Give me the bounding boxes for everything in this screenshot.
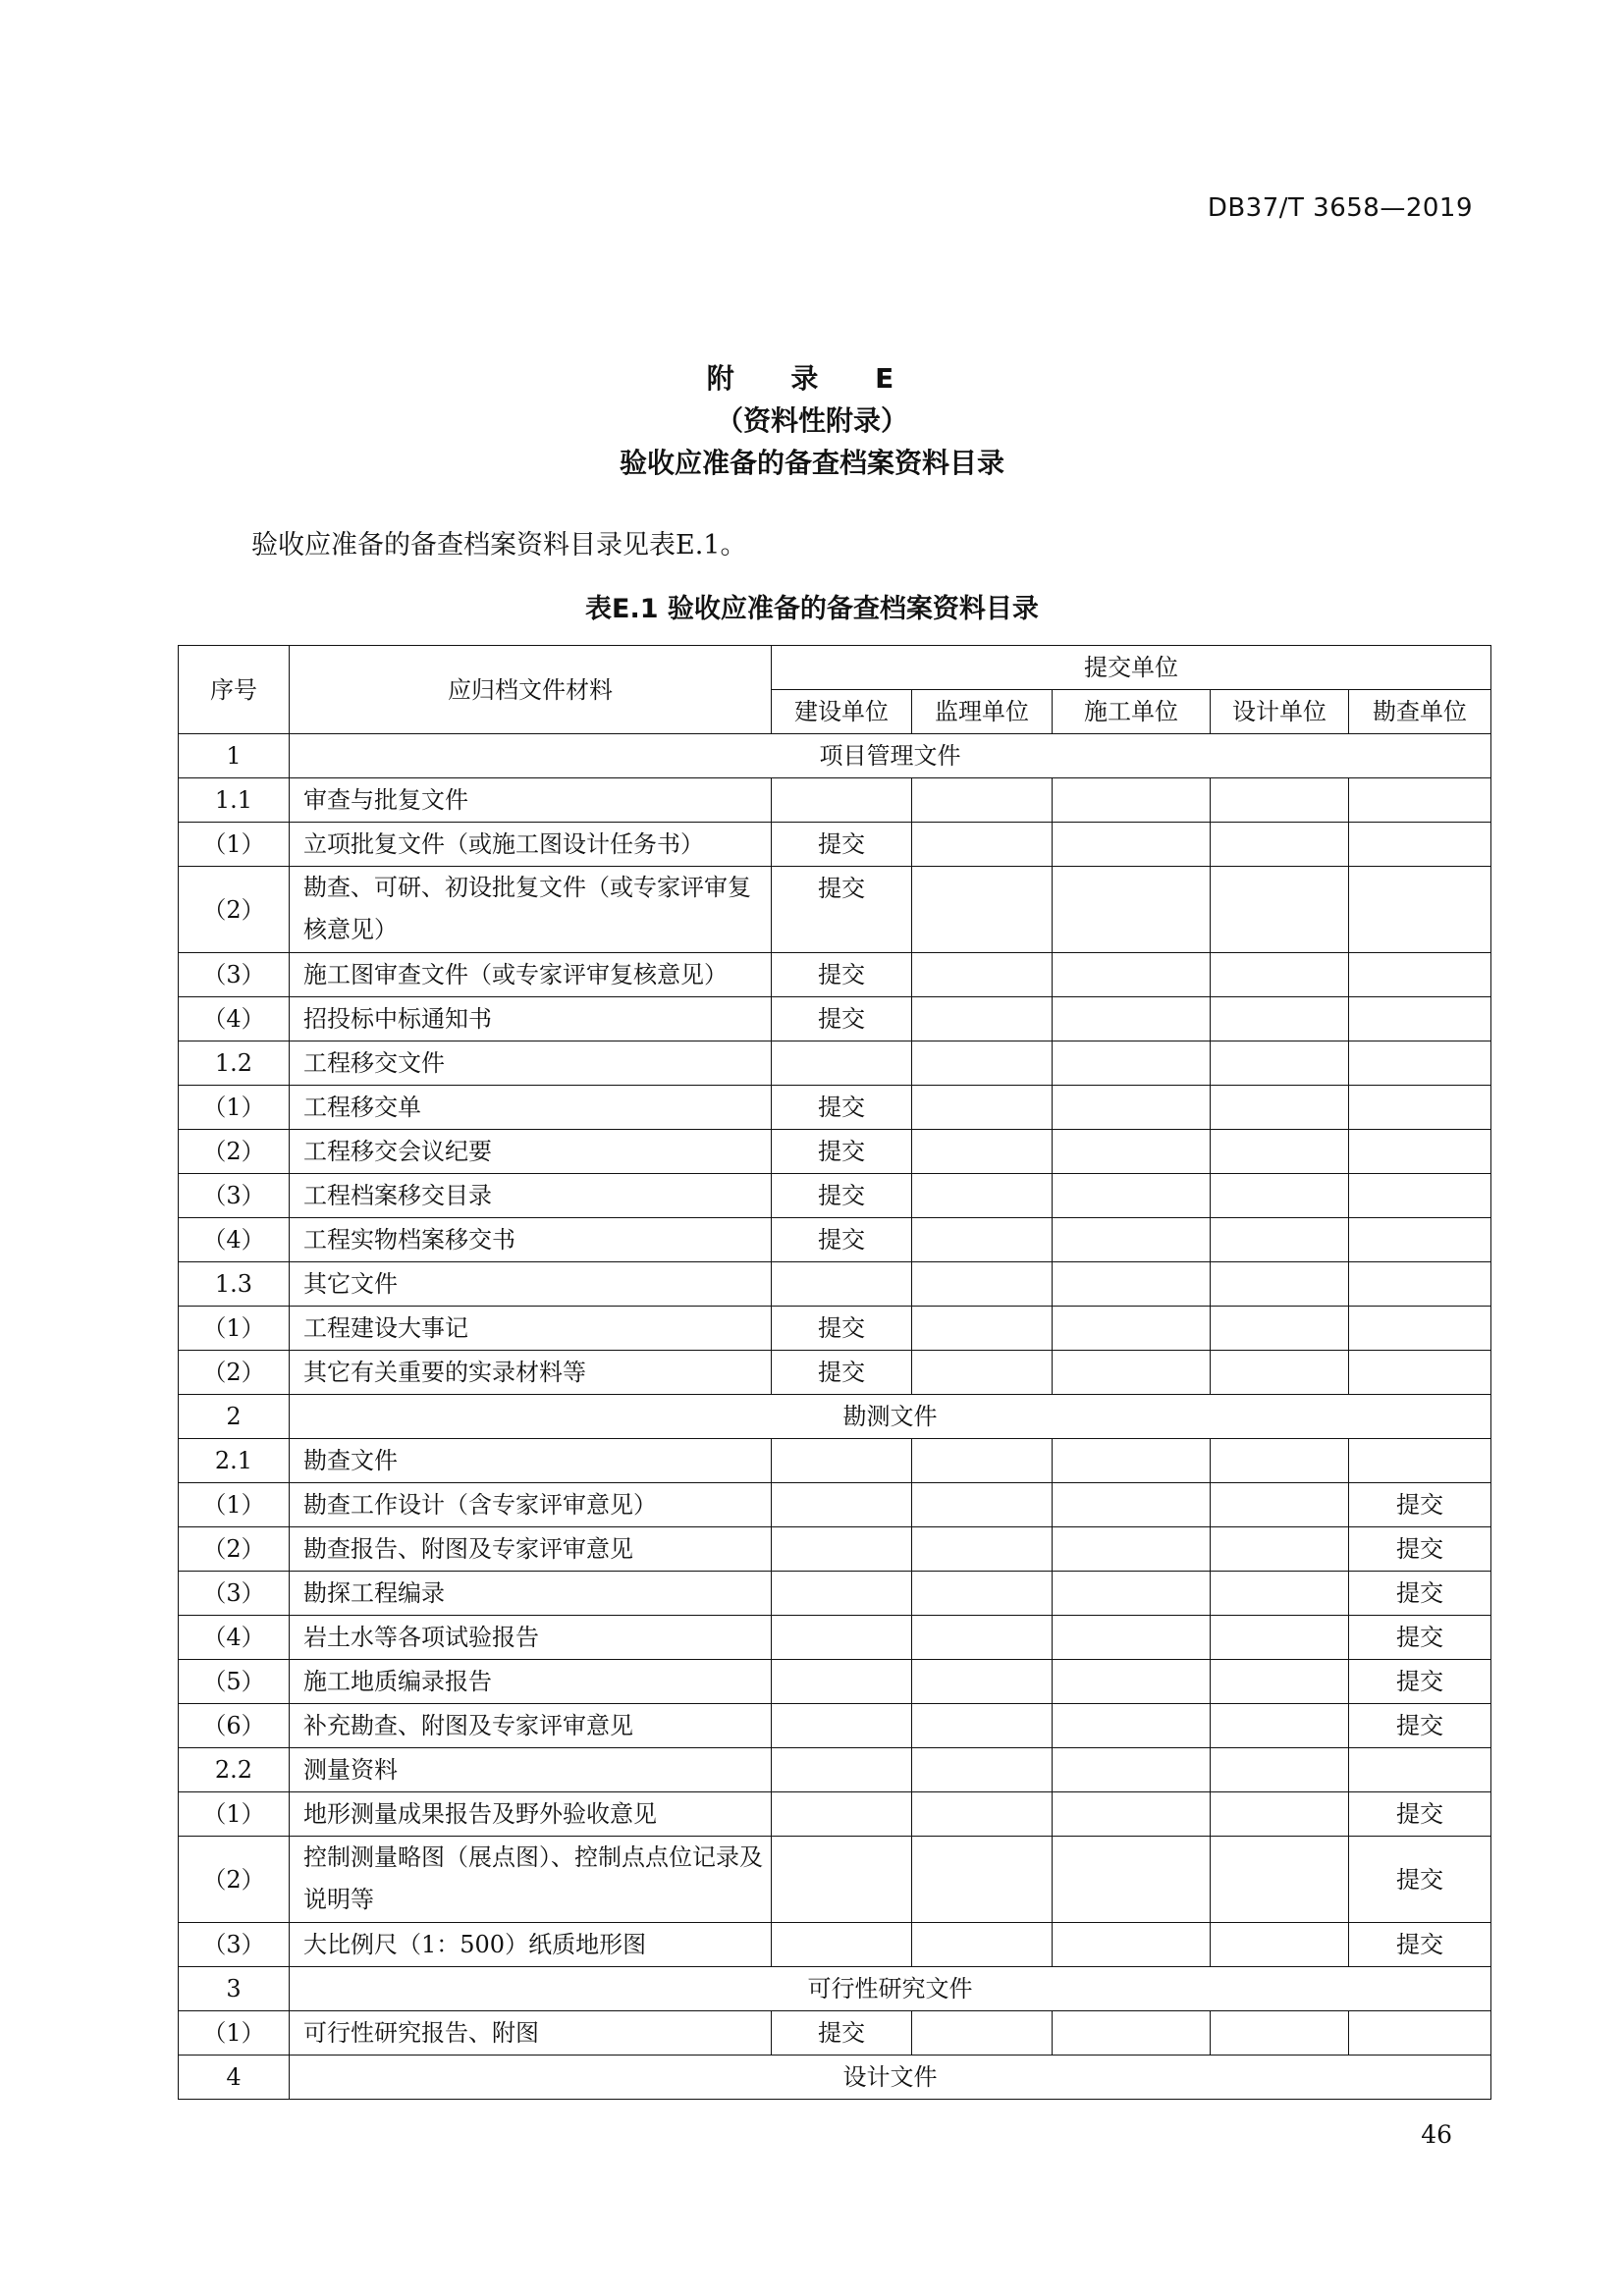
table-row bbox=[179, 823, 1491, 867]
unit-cell bbox=[1053, 997, 1211, 1041]
unit-cell bbox=[1211, 997, 1349, 1041]
unit-cell bbox=[912, 1086, 1053, 1130]
row-number: 1.2 bbox=[179, 1041, 290, 1086]
unit-cell: 提交 bbox=[772, 2011, 912, 2056]
unit-cell bbox=[1211, 953, 1349, 997]
material-cell: 地形测量成果报告及野外验收意见 bbox=[290, 1792, 772, 1837]
header-unit-design: 设计单位 bbox=[1211, 690, 1349, 734]
unit-cell bbox=[1349, 2011, 1491, 2056]
unit-cell bbox=[772, 1792, 912, 1837]
unit-cell bbox=[1349, 1041, 1491, 1086]
unit-cell bbox=[1211, 1086, 1349, 1130]
unit-cell: 提交 bbox=[1349, 1483, 1491, 1527]
row-number: （3） bbox=[179, 1923, 290, 1967]
unit-cell: 提交 bbox=[1349, 1837, 1491, 1923]
header-no: 序号 bbox=[179, 646, 290, 734]
unit-cell bbox=[1053, 1218, 1211, 1262]
header-unit-construction: 建设单位 bbox=[772, 690, 912, 734]
unit-cell bbox=[1053, 953, 1211, 997]
unit-cell bbox=[772, 1041, 912, 1086]
material-cell: 施工地质编录报告 bbox=[290, 1660, 772, 1704]
unit-cell bbox=[1053, 1439, 1211, 1483]
row-number: （1） bbox=[179, 1307, 290, 1351]
table-row bbox=[179, 1792, 1491, 1837]
row-number: （4） bbox=[179, 997, 290, 1041]
material-cell: 招投标中标通知书 bbox=[290, 997, 772, 1041]
unit-cell bbox=[772, 1923, 912, 1967]
row-number: （3） bbox=[179, 1174, 290, 1218]
unit-cell bbox=[1053, 1792, 1211, 1837]
unit-cell bbox=[1053, 778, 1211, 823]
row-number: （2） bbox=[179, 1351, 290, 1395]
unit-cell bbox=[1349, 867, 1491, 953]
unit-cell bbox=[1211, 1130, 1349, 1174]
row-number: 2.2 bbox=[179, 1748, 290, 1792]
unit-cell: 提交 bbox=[772, 823, 912, 867]
unit-cell bbox=[1053, 1041, 1211, 1086]
unit-cell: 提交 bbox=[1349, 1923, 1491, 1967]
row-number: （4） bbox=[179, 1616, 290, 1660]
unit-cell: 提交 bbox=[1349, 1527, 1491, 1572]
unit-cell bbox=[1349, 1174, 1491, 1218]
unit-cell bbox=[1349, 1307, 1491, 1351]
unit-cell bbox=[772, 778, 912, 823]
section-title: 勘测文件 bbox=[290, 1395, 1491, 1439]
material-cell: 补充勘查、附图及专家评审意见 bbox=[290, 1704, 772, 1748]
unit-cell bbox=[1349, 1262, 1491, 1307]
intro-paragraph: 验收应准备的备查档案资料目录见表E.1。 bbox=[251, 530, 747, 561]
table-row bbox=[179, 2011, 1491, 2056]
unit-cell bbox=[1211, 823, 1349, 867]
table-row bbox=[179, 778, 1491, 823]
unit-cell bbox=[1053, 2011, 1211, 2056]
unit-cell bbox=[1053, 1616, 1211, 1660]
material-cell: 其它文件 bbox=[290, 1262, 772, 1307]
table-row bbox=[179, 1527, 1491, 1572]
material-cell: 工程建设大事记 bbox=[290, 1307, 772, 1351]
unit-cell bbox=[1211, 1923, 1349, 1967]
unit-cell: 提交 bbox=[772, 1174, 912, 1218]
row-number: （1） bbox=[179, 1483, 290, 1527]
section-row bbox=[179, 1395, 1491, 1439]
table-row bbox=[179, 1483, 1491, 1527]
header-units-group: 提交单位 bbox=[772, 646, 1491, 690]
header-material: 应归档文件材料 bbox=[290, 646, 772, 734]
unit-cell bbox=[1211, 1351, 1349, 1395]
unit-cell bbox=[1053, 867, 1211, 953]
unit-cell bbox=[1211, 1792, 1349, 1837]
table-row bbox=[179, 1748, 1491, 1792]
material-cell: 勘查工作设计（含专家评审意见） bbox=[290, 1483, 772, 1527]
table-row bbox=[179, 1837, 1491, 1923]
unit-cell bbox=[772, 1527, 912, 1572]
row-number: 1 bbox=[179, 734, 290, 778]
section-title: 项目管理文件 bbox=[290, 734, 1491, 778]
unit-cell bbox=[1211, 1262, 1349, 1307]
appendix-type: （资料性附录） bbox=[715, 404, 908, 437]
unit-cell: 提交 bbox=[772, 867, 912, 953]
unit-cell bbox=[772, 1660, 912, 1704]
table-row bbox=[179, 1351, 1491, 1395]
page-number: 46 bbox=[1421, 2120, 1452, 2149]
table-body bbox=[179, 734, 1491, 2100]
unit-cell bbox=[1053, 1837, 1211, 1923]
row-number: （2） bbox=[179, 1837, 290, 1923]
row-number: （4） bbox=[179, 1218, 290, 1262]
material-cell: 勘查、可研、初设批复文件（或专家评审复核意见） bbox=[290, 867, 772, 953]
unit-cell bbox=[1211, 1174, 1349, 1218]
unit-cell bbox=[772, 1262, 912, 1307]
unit-cell: 提交 bbox=[772, 953, 912, 997]
unit-cell bbox=[1211, 1041, 1349, 1086]
table-row bbox=[179, 1660, 1491, 1704]
row-number: 1.3 bbox=[179, 1262, 290, 1307]
table-row bbox=[179, 1704, 1491, 1748]
unit-cell bbox=[1053, 1483, 1211, 1527]
row-number: （2） bbox=[179, 1130, 290, 1174]
unit-cell bbox=[1053, 1086, 1211, 1130]
unit-cell: 提交 bbox=[772, 1086, 912, 1130]
unit-cell bbox=[912, 1572, 1053, 1616]
unit-cell bbox=[912, 1262, 1053, 1307]
row-number: 4 bbox=[179, 2056, 290, 2100]
unit-cell bbox=[1349, 778, 1491, 823]
unit-cell bbox=[1211, 1748, 1349, 1792]
material-cell: 控制测量略图（展点图）、控制点点位记录及说明等 bbox=[290, 1837, 772, 1923]
table-row bbox=[179, 1086, 1491, 1130]
unit-cell bbox=[1349, 1439, 1491, 1483]
unit-cell bbox=[1211, 1660, 1349, 1704]
unit-cell bbox=[1053, 1307, 1211, 1351]
material-cell: 可行性研究报告、附图 bbox=[290, 2011, 772, 2056]
material-cell: 工程移交会议纪要 bbox=[290, 1130, 772, 1174]
unit-cell bbox=[1053, 1174, 1211, 1218]
material-cell: 勘查文件 bbox=[290, 1439, 772, 1483]
unit-cell bbox=[772, 1748, 912, 1792]
table-row bbox=[179, 953, 1491, 997]
row-number: （3） bbox=[179, 953, 290, 997]
unit-cell bbox=[772, 1572, 912, 1616]
table-row bbox=[179, 1262, 1491, 1307]
unit-cell bbox=[1053, 1527, 1211, 1572]
document-code: DB37/T 3658—2019 bbox=[1207, 193, 1473, 223]
unit-cell bbox=[912, 1748, 1053, 1792]
unit-cell bbox=[912, 1439, 1053, 1483]
unit-cell bbox=[1349, 823, 1491, 867]
header-unit-builder: 施工单位 bbox=[1053, 690, 1211, 734]
unit-cell bbox=[1349, 1748, 1491, 1792]
unit-cell bbox=[912, 1923, 1053, 1967]
unit-cell bbox=[1053, 1923, 1211, 1967]
row-number: （1） bbox=[179, 1792, 290, 1837]
unit-cell bbox=[1053, 1704, 1211, 1748]
unit-cell bbox=[772, 1483, 912, 1527]
unit-cell bbox=[1211, 2011, 1349, 2056]
unit-cell: 提交 bbox=[1349, 1616, 1491, 1660]
unit-cell bbox=[1211, 1837, 1349, 1923]
unit-cell bbox=[912, 1307, 1053, 1351]
row-number: （5） bbox=[179, 1660, 290, 1704]
table-row bbox=[179, 1923, 1491, 1967]
unit-cell bbox=[1211, 778, 1349, 823]
unit-cell bbox=[912, 823, 1053, 867]
material-cell: 立项批复文件（或施工图设计任务书） bbox=[290, 823, 772, 867]
row-number: （3） bbox=[179, 1572, 290, 1616]
unit-cell bbox=[772, 1704, 912, 1748]
material-cell: 岩土水等各项试验报告 bbox=[290, 1616, 772, 1660]
unit-cell: 提交 bbox=[1349, 1572, 1491, 1616]
unit-cell: 提交 bbox=[1349, 1792, 1491, 1837]
material-cell: 测量资料 bbox=[290, 1748, 772, 1792]
material-cell: 审查与批复文件 bbox=[290, 778, 772, 823]
material-cell: 其它有关重要的实录材料等 bbox=[290, 1351, 772, 1395]
unit-cell bbox=[1349, 1086, 1491, 1130]
section-row bbox=[179, 1967, 1491, 2011]
row-number: （1） bbox=[179, 823, 290, 867]
unit-cell bbox=[1211, 1527, 1349, 1572]
table-row bbox=[179, 1572, 1491, 1616]
unit-cell bbox=[1349, 953, 1491, 997]
table-row bbox=[179, 1307, 1491, 1351]
unit-cell bbox=[912, 1483, 1053, 1527]
unit-cell bbox=[912, 1527, 1053, 1572]
material-cell: 工程档案移交目录 bbox=[290, 1174, 772, 1218]
unit-cell bbox=[912, 1041, 1053, 1086]
row-number: （1） bbox=[179, 2011, 290, 2056]
unit-cell bbox=[912, 1616, 1053, 1660]
unit-cell bbox=[772, 1837, 912, 1923]
unit-cell bbox=[772, 1439, 912, 1483]
unit-cell bbox=[912, 1837, 1053, 1923]
row-number: （6） bbox=[179, 1704, 290, 1748]
header-unit-survey: 勘查单位 bbox=[1349, 690, 1491, 734]
material-cell: 工程移交单 bbox=[290, 1086, 772, 1130]
unit-cell bbox=[1053, 1748, 1211, 1792]
unit-cell bbox=[912, 1792, 1053, 1837]
row-number: 2 bbox=[179, 1395, 290, 1439]
table-row bbox=[179, 1174, 1491, 1218]
archive-table bbox=[178, 645, 1491, 2100]
unit-cell bbox=[912, 2011, 1053, 2056]
unit-cell: 提交 bbox=[772, 997, 912, 1041]
row-number: （2） bbox=[179, 1527, 290, 1572]
unit-cell: 提交 bbox=[772, 1218, 912, 1262]
unit-cell bbox=[1211, 1439, 1349, 1483]
section-title: 设计文件 bbox=[290, 2056, 1491, 2100]
table-row bbox=[179, 1130, 1491, 1174]
table-caption: 表E.1 验收应准备的备查档案资料目录 bbox=[585, 594, 1039, 624]
unit-cell bbox=[1211, 867, 1349, 953]
table-row bbox=[179, 1041, 1491, 1086]
material-cell: 勘查报告、附图及专家评审意见 bbox=[290, 1527, 772, 1572]
appendix-title: 附 录 E bbox=[706, 362, 918, 395]
row-number: 1.1 bbox=[179, 778, 290, 823]
row-number: 3 bbox=[179, 1967, 290, 2011]
appendix-name: 验收应准备的备查档案资料目录 bbox=[619, 447, 1004, 479]
unit-cell: 提交 bbox=[772, 1130, 912, 1174]
unit-cell bbox=[772, 1616, 912, 1660]
row-number: （1） bbox=[179, 1086, 290, 1130]
table-row bbox=[179, 1218, 1491, 1262]
unit-cell: 提交 bbox=[772, 1307, 912, 1351]
unit-cell bbox=[1349, 1130, 1491, 1174]
row-number: （2） bbox=[179, 867, 290, 953]
unit-cell bbox=[912, 1351, 1053, 1395]
section-row bbox=[179, 2056, 1491, 2100]
table-row bbox=[179, 1439, 1491, 1483]
unit-cell: 提交 bbox=[772, 1351, 912, 1395]
unit-cell: 提交 bbox=[1349, 1704, 1491, 1748]
unit-cell bbox=[1211, 1572, 1349, 1616]
unit-cell bbox=[1053, 1262, 1211, 1307]
material-cell: 大比例尺（1：500）纸质地形图 bbox=[290, 1923, 772, 1967]
table-header-row-1 bbox=[179, 646, 1491, 690]
unit-cell bbox=[912, 867, 1053, 953]
unit-cell bbox=[1053, 1660, 1211, 1704]
material-cell: 工程移交文件 bbox=[290, 1041, 772, 1086]
unit-cell bbox=[1211, 1483, 1349, 1527]
unit-cell bbox=[912, 778, 1053, 823]
unit-cell bbox=[1211, 1218, 1349, 1262]
table-row bbox=[179, 1616, 1491, 1660]
unit-cell bbox=[912, 1660, 1053, 1704]
row-number: 2.1 bbox=[179, 1439, 290, 1483]
unit-cell bbox=[1211, 1704, 1349, 1748]
unit-cell bbox=[1053, 1572, 1211, 1616]
table-row bbox=[179, 997, 1491, 1041]
table-row bbox=[179, 867, 1491, 953]
unit-cell bbox=[912, 1130, 1053, 1174]
unit-cell bbox=[1349, 997, 1491, 1041]
unit-cell bbox=[912, 1704, 1053, 1748]
unit-cell bbox=[1349, 1218, 1491, 1262]
unit-cell bbox=[912, 953, 1053, 997]
unit-cell bbox=[912, 1174, 1053, 1218]
section-title: 可行性研究文件 bbox=[290, 1967, 1491, 2011]
unit-cell bbox=[1211, 1616, 1349, 1660]
unit-cell bbox=[912, 1218, 1053, 1262]
unit-cell bbox=[1349, 1351, 1491, 1395]
header-unit-supervision: 监理单位 bbox=[912, 690, 1053, 734]
unit-cell bbox=[912, 997, 1053, 1041]
material-cell: 施工图审查文件（或专家评审复核意见） bbox=[290, 953, 772, 997]
unit-cell bbox=[1053, 823, 1211, 867]
unit-cell: 提交 bbox=[1349, 1660, 1491, 1704]
material-cell: 工程实物档案移交书 bbox=[290, 1218, 772, 1262]
section-row bbox=[179, 734, 1491, 778]
unit-cell bbox=[1211, 1307, 1349, 1351]
unit-cell bbox=[1053, 1351, 1211, 1395]
material-cell: 勘探工程编录 bbox=[290, 1572, 772, 1616]
unit-cell bbox=[1053, 1130, 1211, 1174]
